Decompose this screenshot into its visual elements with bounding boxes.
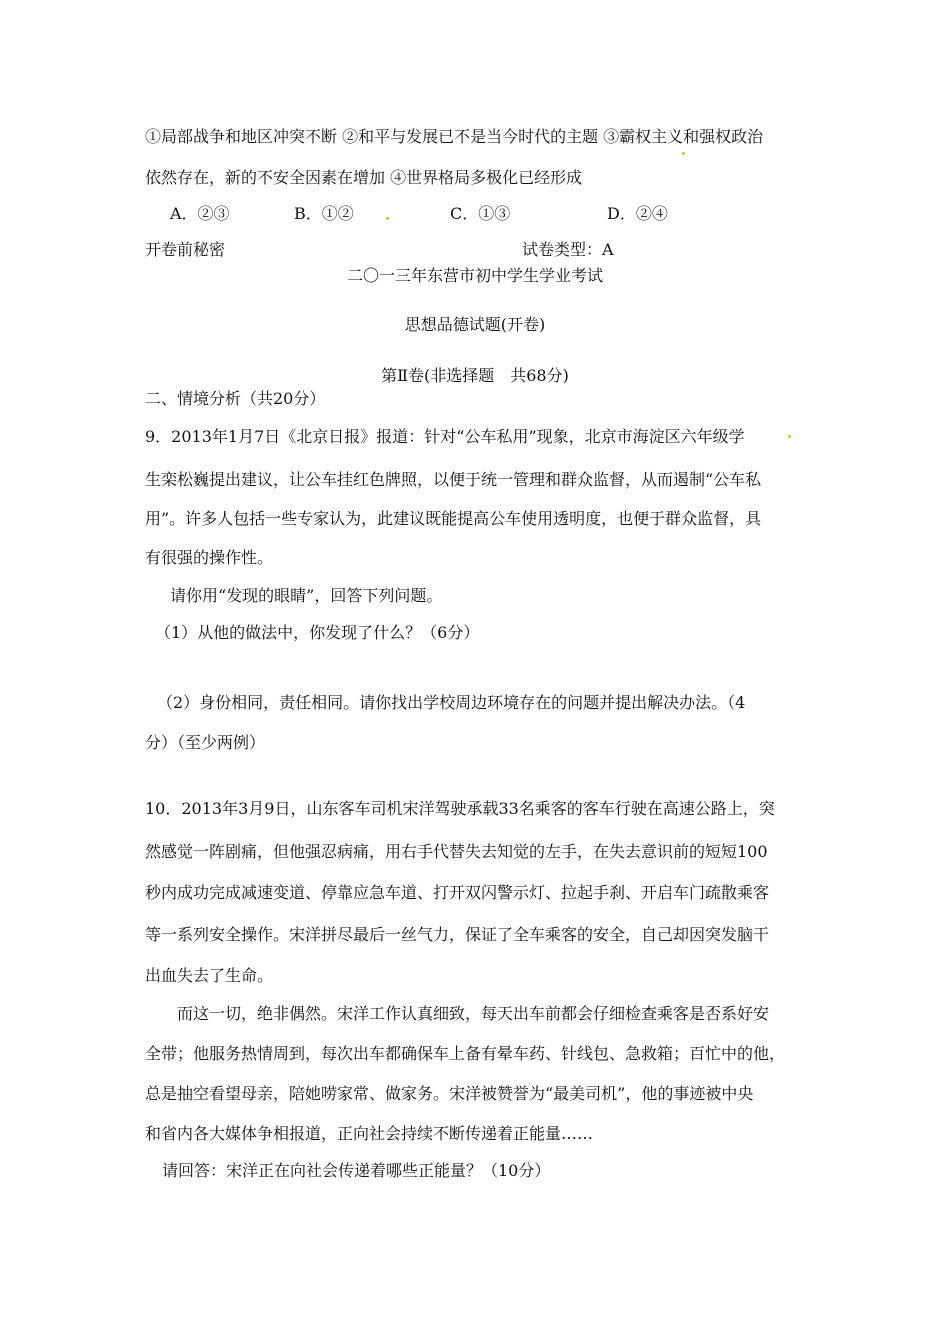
q8-line-1: ①局部战争和地区冲突不断 ②和平与发展已不是当今时代的主题 ③霸权主义和强权政治 (145, 127, 764, 146)
option-a: A．②③ (170, 204, 230, 223)
q9-sub-question-2-line-1: （2）身份相同，责任相同。请你找出学校周边环境存在的问题并提出解决办法。（4 (157, 693, 746, 712)
option-d: D．②④ (607, 204, 668, 223)
option-c: C．①③ (450, 204, 511, 223)
q9-sub-question-1: （1）从他的做法中，你发现了什么？（6分） (155, 623, 480, 642)
q10-para2-line-4: 和省内各大媒体争相报道，正向社会持续不断传递着正能量…… (145, 1124, 594, 1143)
subject-title: 思想品德试题(开卷) (404, 315, 546, 334)
q9-prompt: 请你用“发现的眼睛”，回答下列问题。 (170, 586, 443, 605)
part2-heading: 二、情境分析（共20分） (145, 389, 326, 408)
q10-para1-line-2: 然感觉一阵剧痛，但他强忍病痛，用右手代替失去知觉的左手，在失去意识前的短短100 (145, 842, 768, 861)
q9-line-4: 有很强的操作性。 (145, 548, 274, 567)
q9-sub-question-2-line-2: 分）（至少两例） (145, 733, 266, 752)
q8-line-2: 依然存在，新的不安全因素在增加 ④世界格局多极化已经形成 (145, 168, 583, 187)
q10-para1-line-1: 10．2013年3月9日，山东客车司机宋洋驾驶承载33名乘客的客车行驶在高速公路上，突 (145, 799, 775, 818)
option-b: B．①② (294, 204, 354, 223)
q10-para2-line-1: 而这一切，绝非偶然。宋洋工作认真细致，每天出车前都会仔细检查乘客是否系好安 (177, 1004, 770, 1023)
q10-para2-line-2: 全带；他服务热情周到，每次出车都确保车上备有晕车药、针线包、急救箱；百忙中的他， (145, 1044, 786, 1063)
q10-question: 请回答：宋洋正在向社会传递着哪些正能量？（10分） (162, 1161, 551, 1180)
stray-mark (788, 435, 791, 438)
secret-label: 开卷前秘密 (145, 240, 226, 259)
exam-title: 二〇一三年东营市初中学生学业考试 (346, 266, 603, 285)
q10-para2-line-3: 总是抽空看望母亲，陪她唠家常、做家务。宋洋被赞誉为“最美司机”，他的事迹被中央 (145, 1084, 754, 1103)
stray-mark (386, 217, 389, 220)
q10-para1-line-4: 等一系列安全操作。宋洋拼尽最后一丝气力，保证了全车乘客的安全，自己却因突发脑干 (145, 925, 770, 944)
q9-line-1: 9．2013年1月7日《北京日报》报道：针对“公车私用”现象，北京市海淀区六年级学 (145, 427, 745, 446)
q9-line-2: 生栾松巍提出建议，让公车挂红色牌照，以便于统一管理和群众监督，从而遏制“公车私 (145, 470, 762, 489)
section-title: 第Ⅱ卷(非选择题 共68分) (381, 366, 569, 385)
paper-type-label: 试卷类型：A (522, 240, 614, 259)
q10-para1-line-5: 出血失去了生命。 (145, 966, 274, 985)
q10-para1-line-3: 秒内成功完成减速变道、停靠应急车道、打开双闪警示灯、拉起手刹、开启车门疏散乘客 (145, 883, 770, 902)
stray-mark (682, 152, 685, 155)
q9-line-3: 用”。许多人包括一些专家认为，此建议既能提高公车使用透明度，也便于群众监督，具 (145, 509, 762, 528)
